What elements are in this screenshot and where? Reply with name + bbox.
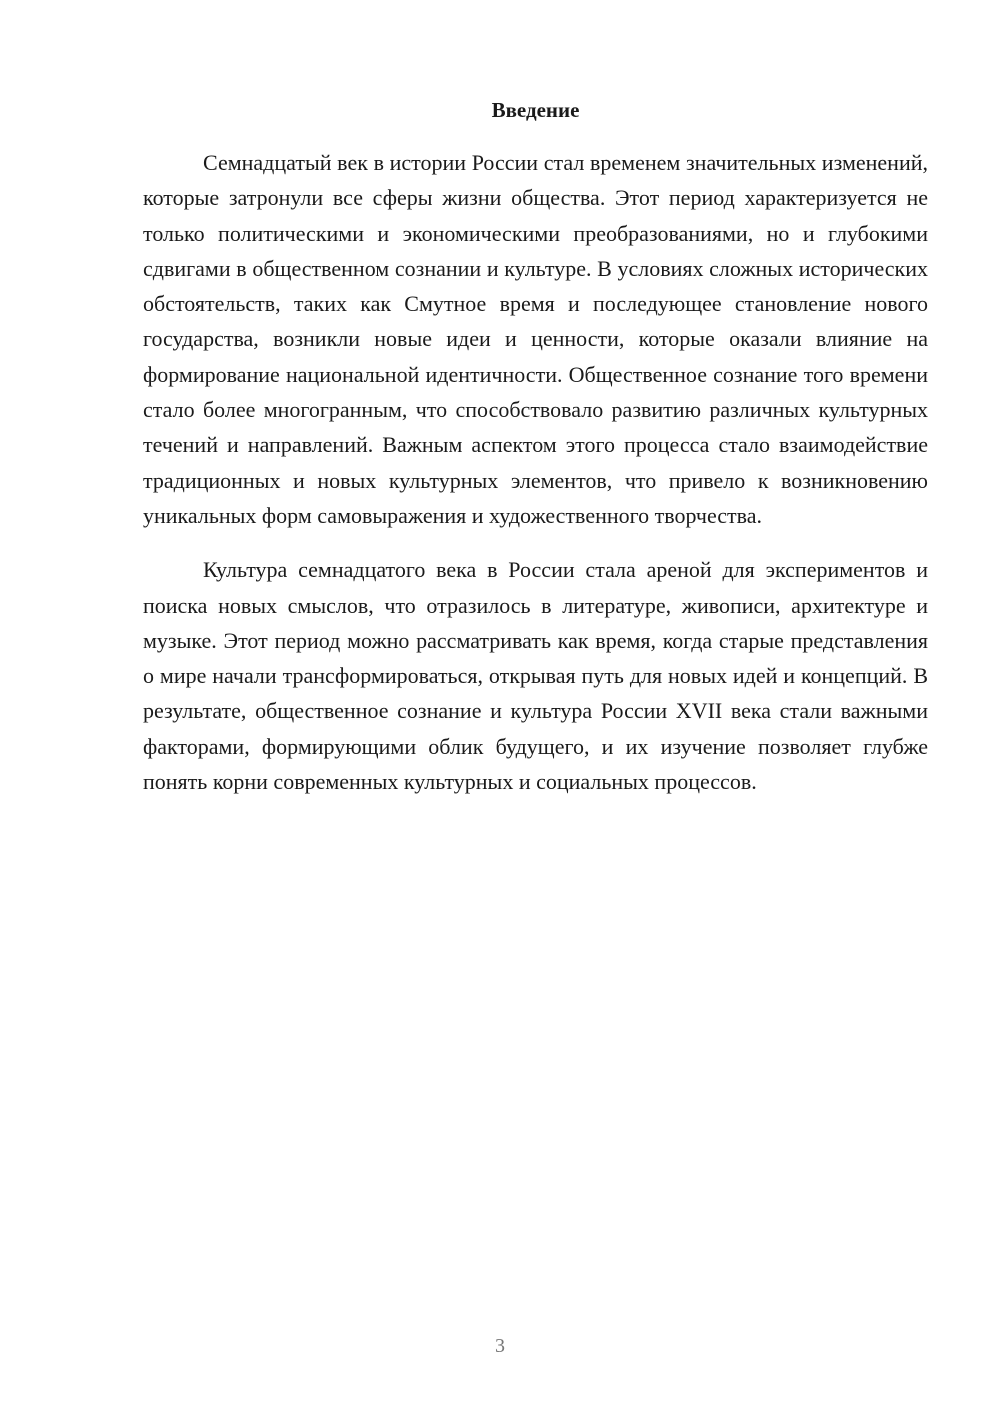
- page-content: [143, 92, 928, 799]
- paragraph-2: Культура семнадцатого века в России стала ареной для экспериментов и поиска новых смыслов, что отразилось в литературе, живописи, архитектуре и музыке. Этот период можно рассматривать как время, когда старые представления о мире начали трансформироваться, открывая путь для новых идей и концепций. В результате, общественное сознание и культура России XVII века стали важными факторами, формирующими облик будущего, и их изучение позволяет глубже понять корни современных культурных и социальных процессов.: [143, 557, 928, 795]
- page-number: 3: [495, 1335, 505, 1357]
- paragraph-1: Семнадцатый век в истории России стал временем значительных изменений, которые затронули все сферы жизни общества. Этот период характеризуется не только политическими и экономическими преобразованиями, но и глубокими сдвигами в общественном сознании и культуре. В условиях сложных исторических обстоятельств, таких как Смутное время и последующее становление нового государства, возникли новые идеи и ценности, которые оказали влияние на формирование национальной идентичности. Общественное сознание того времени стало более многогранным, что способствовало развитию различных культурных течений и направлений. Важным аспектом этого процесса стало взаимодействие традиционных и новых культурных элементов, что привело к возникновению уникальных форм самовыражения и художественного творчества.: [143, 150, 928, 528]
- section-heading: Введение: [491, 98, 580, 122]
